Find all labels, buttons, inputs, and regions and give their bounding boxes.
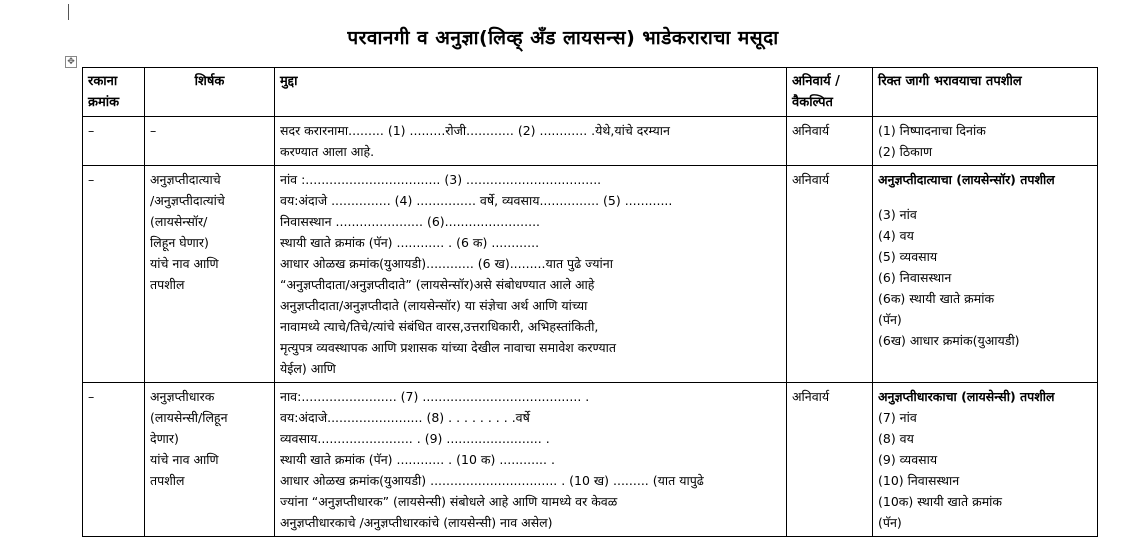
details-title: अनुज्ञप्तीधारकाचा (लायसेन्सी) तपशील (878, 389, 1055, 404)
table-move-handle-icon[interactable]: ✥ (65, 56, 77, 68)
row-mandatory: अनिवार्य (787, 383, 873, 537)
header-serial-no: रकाना क्रमांक (83, 68, 145, 117)
header-details: रिक्त जागी भरावयाचा तपशील (873, 68, 1098, 117)
row-heading: अनुज्ञप्तीधारक (लायसेन्सी/लिहून देणार) यांचे नाव आणि तपशील (145, 383, 275, 537)
header-heading: शिर्षक (145, 68, 275, 117)
row-mandatory: अनिवार्य (787, 117, 873, 166)
row-heading: अनुज्ञप्तीदात्याचे /अनुज्ञप्तीदात्यांचे (लायसेन्सॉर/ लिहून घेणार) यांचे नाव आणि तपशील (145, 166, 275, 383)
text-cursor (68, 4, 69, 20)
header-mandatory: अनिवार्य / वैकल्पित (787, 68, 873, 117)
row-content: सदर करारनामा......... (1) .........रोजी............ (2) ............ .येथे,यांचे दरम्यान करण्यात आला आहे. (275, 117, 787, 166)
row-mandatory: अनिवार्य (787, 166, 873, 383)
row-serial-no: – (83, 383, 145, 537)
table-row (83, 383, 1098, 537)
header-point: मुद्दा (275, 68, 787, 117)
row-content: नांव :.................................. (3) .................................. वय:अंदाजे ............... (4) ............... वर्षे, व्यवसाय............... (5) ............ निवासस्थान ...................... (6)........................ स्थायी खाते क्रमांक (पॅन) ............ . (6 क) ............ आधार ओळख क्रमांक(युआयडी)............ (6 ख).........यात पुढे ज्यांना “अनुज्ञप्तीदाता/अनुज्ञप्तीदाते” (लायसेन्सॉर)असे संबोधण्यात आले आहे अनुज्ञप्तीदाता/अनुज्ञप्तीदाते (लायसेन्सॉर) या संज्ञेचा अर्थ आणि यांच्या नावामध्ये त्याचे/तिचे/त्यांचे संबंधित वारस,उत्तराधिकारी, अभिहस्तांकिती, मृत्युपत्र व्यवस्थापक आणि प्रशासक यांच्या देखील नावाचा समावेश करण्यात येईल) आणि (275, 166, 787, 383)
row-details: (1) निष्पादनाचा दिनांक (2) ठिकाण (873, 117, 1098, 166)
row-content: नाव:........................ (7) ........................................ . वय:अंदाजे........................ (8) . . . . . . . . .वर्षे व्यवसाय........................ . (9) ........................ . स्थायी खाते क्रमांक (पॅन) ............ . (10 क) ............ . आधार ओळख क्रमांक(युआयडी) ................................ . (10 ख) ......... (यात यापुढे ज्यांना “अनुज्ञप्तीधारक” (लायसेन्सी) संबोधले आहे आणि यामध्ये वर केवळ अनुज्ञप्तीधारकाचे /अनुज्ञप्तीधारकांचे (लायसेन्सी) नाव असेल) (275, 383, 787, 537)
details-title: अनुज्ञप्तीदात्याचा (लायसेन्सॉर) तपशील (878, 172, 1055, 187)
document-title: परवानगी व अनुज्ञा(लिव्ह् अँड लायसन्स) भाडेकराराचा मसूदा (347, 27, 779, 49)
row-details: अनुज्ञप्तीधारकाचा (लायसेन्सी) तपशील (7) नांव (8) वय (9) व्यवसाय (10) निवासस्थान (10क) स्थायी खाते क्रमांक (पॅन) (873, 383, 1098, 537)
row-heading: – (145, 117, 275, 166)
row-serial-no: – (83, 166, 145, 383)
row-details: अनुज्ञप्तीदात्याचा (लायसेन्सॉर) तपशील (3) नांव (4) वय (5) व्यवसाय (6) निवासस्थान (6क) स्थायी खाते क्रमांक (पॅन) (6ख) आधार क्रमांक(युआयडी) (873, 166, 1098, 383)
row-serial-no: – (83, 117, 145, 166)
table-row (83, 117, 1098, 166)
agreement-table (82, 67, 1098, 537)
table-row (83, 166, 1098, 383)
table-header-row (83, 68, 1098, 117)
